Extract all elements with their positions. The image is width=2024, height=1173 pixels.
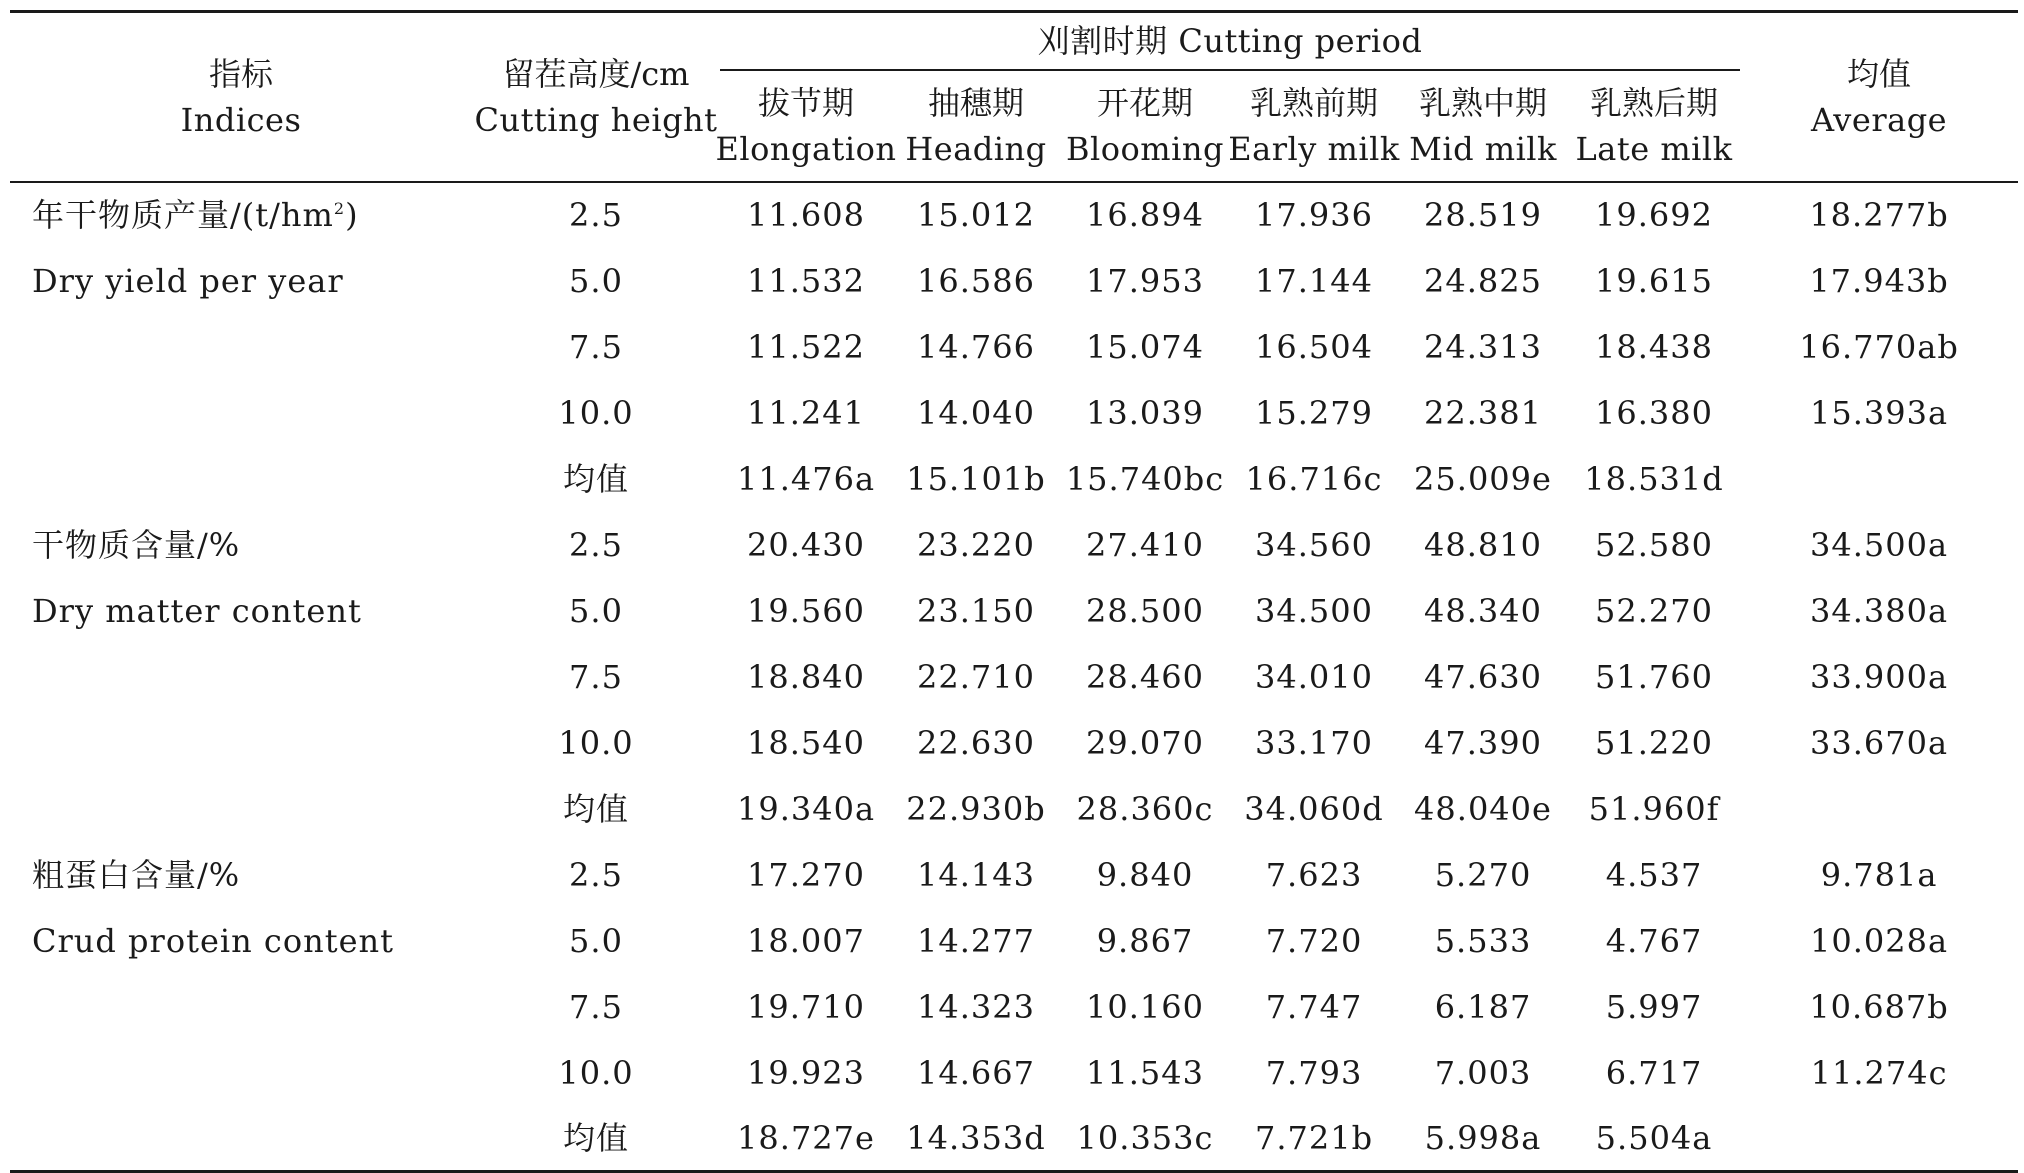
header-period-en: Heading — [905, 129, 1047, 168]
table-row — [10, 974, 2018, 1040]
average-cell: 10.028a — [1810, 921, 1949, 960]
average-cell: 15.393a — [1810, 393, 1949, 432]
header-period-6 — [1568, 70, 1740, 182]
value-cell-period-3: 10.353c — [1060, 1106, 1230, 1172]
header-indices-en: Indices — [180, 100, 302, 139]
value-cell-period-4: 7.721b — [1230, 1106, 1398, 1172]
value-cell-period-5: 7.003 — [1434, 1053, 1532, 1092]
header-average — [1740, 12, 2018, 182]
average-cell: 18.277b — [1809, 196, 1949, 234]
value-cell-period-4: 16.716c — [1245, 459, 1383, 498]
cutting-height-cell: 5.0 — [569, 591, 623, 630]
value-cell-period-1: 20.430 — [747, 525, 865, 564]
value-cell-period-6: 51.960f — [1588, 789, 1720, 828]
header-cutting-period — [720, 12, 1740, 70]
value-cell-period-4: 34.010 — [1255, 657, 1373, 696]
average-cell — [1740, 1106, 2018, 1172]
value-cell-period-5: 5.270 — [1434, 855, 1532, 894]
cutting-height-cell: 10.0 — [558, 1053, 634, 1092]
header-period-en: Late milk — [1575, 129, 1733, 168]
value-cell-period-6: 5.504a — [1568, 1106, 1740, 1172]
value-cell-period-2: 22.630 — [917, 723, 1035, 762]
value-cell-period-6: 5.997 — [1605, 987, 1703, 1026]
value-cell-period-3: 27.410 — [1086, 525, 1204, 564]
header-average-en: Average — [1810, 100, 1948, 139]
header-period-cn: 乳熟后期 — [1590, 83, 1719, 122]
average-cell: 9.781a — [1820, 855, 1938, 894]
value-cell-period-2: 15.101b — [906, 459, 1046, 498]
value-cell-period-6: 19.615 — [1595, 261, 1713, 300]
header-period-5 — [1398, 70, 1568, 182]
value-cell-period-5: 25.009e — [1414, 459, 1552, 498]
value-cell-period-6: 16.380 — [1595, 393, 1713, 432]
indicator-label-cn — [10, 512, 472, 578]
table-header — [10, 12, 2018, 182]
value-cell-period-5: 48.340 — [1424, 591, 1542, 630]
indicator-empty — [10, 644, 472, 710]
value-cell-period-6: 4.537 — [1605, 855, 1703, 894]
value-cell-period-4: 17.936 — [1255, 196, 1373, 234]
header-average-cn: 均值 — [1847, 54, 1912, 93]
average-cell: 11.274c — [1810, 1053, 1948, 1092]
value-cell-period-2: 23.220 — [917, 525, 1035, 564]
value-cell-period-1: 11.532 — [747, 261, 865, 300]
header-period-3 — [1060, 70, 1230, 182]
value-cell-period-1: 18.007 — [747, 921, 865, 960]
table-row — [10, 248, 2018, 314]
indicator-cn-text: 粗蛋白含量/% — [32, 855, 241, 894]
value-cell-period-1: 19.923 — [747, 1053, 865, 1092]
value-cell-period-4: 34.060d — [1244, 789, 1384, 828]
value-cell-period-2: 22.930b — [906, 789, 1046, 828]
cutting-table — [10, 10, 2018, 1173]
value-cell-period-5: 24.825 — [1424, 261, 1542, 300]
value-cell-period-3: 28.460 — [1086, 657, 1204, 696]
indicator-label-cn — [10, 182, 472, 248]
value-cell-period-2: 14.277 — [917, 921, 1035, 960]
cutting-height-cell: 10.0 — [558, 723, 634, 762]
header-period-4 — [1230, 70, 1398, 182]
average-cell: 34.500a — [1810, 525, 1949, 564]
value-cell-period-1: 17.270 — [747, 855, 865, 894]
average-cell: 33.670a — [1810, 723, 1949, 762]
cutting-height-cell: 2.5 — [569, 525, 623, 564]
header-indices — [10, 12, 472, 182]
indicator-label-en: Dry yield per year — [32, 261, 344, 300]
table-body — [10, 182, 2018, 1172]
indicator-empty — [10, 974, 472, 1040]
value-cell-period-3: 28.360c — [1076, 789, 1214, 828]
value-cell-period-4: 33.170 — [1255, 723, 1373, 762]
value-cell-period-5: 24.313 — [1424, 327, 1542, 366]
value-cell-period-5: 48.810 — [1424, 525, 1542, 564]
value-cell-period-6: 6.717 — [1605, 1053, 1703, 1092]
average-cell — [1740, 776, 2018, 842]
header-period-en: Early milk — [1228, 129, 1400, 168]
value-cell-period-4: 34.560 — [1255, 525, 1373, 564]
cutting-height-cell: 7.5 — [569, 657, 623, 696]
cutting-height-cell: 7.5 — [569, 987, 623, 1026]
cutting-height-cell: 均值 — [562, 789, 629, 828]
table-row — [10, 1106, 2018, 1172]
value-cell-period-3: 13.039 — [1086, 393, 1204, 432]
header-period-1 — [715, 70, 897, 182]
indicator-empty — [10, 1040, 472, 1106]
value-cell-period-5: 5.533 — [1434, 921, 1532, 960]
value-cell-period-1: 11.476a — [736, 459, 876, 498]
indicator-empty — [10, 710, 472, 776]
table-row — [10, 1040, 2018, 1106]
header-period-en: Elongation — [715, 129, 897, 168]
indicator-label-en: Crud protein content — [32, 921, 394, 960]
value-cell-period-2: 16.586 — [917, 261, 1035, 300]
value-cell-period-6: 52.270 — [1595, 591, 1713, 630]
value-cell-period-5: 22.381 — [1424, 393, 1542, 432]
header-period-en: Blooming — [1066, 129, 1224, 168]
value-cell-period-3: 11.543 — [1086, 1053, 1204, 1092]
cutting-height-cell: 均值 — [472, 1106, 720, 1172]
cutting-height-cell: 2.5 — [569, 855, 623, 894]
header-cutting-height — [472, 12, 720, 182]
header-indices-cn: 指标 — [208, 54, 273, 93]
indicator-cn-superscript: 2 — [333, 199, 346, 218]
value-cell-period-3: 28.500 — [1086, 591, 1204, 630]
indicator-empty — [10, 314, 472, 380]
table-row — [10, 446, 2018, 512]
value-cell-period-1: 11.608 — [747, 196, 865, 234]
table-row — [10, 380, 2018, 446]
value-cell-period-5: 47.390 — [1424, 723, 1542, 762]
indicator-empty — [10, 1106, 472, 1172]
header-period-cn: 抽穗期 — [927, 83, 1024, 122]
cutting-height-cell: 5.0 — [569, 261, 623, 300]
value-cell-period-4: 7.720 — [1265, 921, 1363, 960]
value-cell-period-4: 16.504 — [1255, 327, 1373, 366]
value-cell-period-1: 11.522 — [747, 327, 865, 366]
header-period-title: 刈割时期 Cutting period — [1037, 21, 1423, 60]
value-cell-period-6: 18.531d — [1584, 459, 1724, 498]
cutting-height-cell: 2.5 — [569, 196, 623, 234]
value-cell-period-2: 14.667 — [917, 1053, 1035, 1092]
value-cell-period-6: 52.580 — [1595, 525, 1713, 564]
indicator-empty — [10, 446, 472, 512]
value-cell-period-1: 18.540 — [747, 723, 865, 762]
table-row — [10, 512, 2018, 578]
cutting-height-cell: 10.0 — [558, 393, 634, 432]
value-cell-period-2: 14.040 — [917, 393, 1035, 432]
value-cell-period-3: 10.160 — [1086, 987, 1204, 1026]
header-height-cn: 留茬高度/cm — [502, 54, 690, 93]
value-cell-period-6: 51.760 — [1595, 657, 1713, 696]
header-period-cn: 拔节期 — [757, 83, 854, 122]
header-period-cn: 乳熟中期 — [1418, 83, 1547, 122]
table-row — [10, 314, 2018, 380]
value-cell-period-6: 19.692 — [1595, 196, 1713, 234]
header-period-cn: 乳熟前期 — [1249, 83, 1378, 122]
table-row — [10, 908, 2018, 974]
average-cell: 10.687b — [1809, 987, 1949, 1026]
indicator-cn-suffix: ) — [345, 196, 359, 234]
value-cell-period-3: 29.070 — [1086, 723, 1204, 762]
header-period-en: Mid milk — [1409, 129, 1557, 168]
value-cell-period-5: 6.187 — [1434, 987, 1532, 1026]
table-row — [10, 710, 2018, 776]
value-cell-period-6: 51.220 — [1595, 723, 1713, 762]
average-cell — [1740, 446, 2018, 512]
value-cell-period-1: 19.340a — [736, 789, 876, 828]
value-cell-period-2: 14.766 — [917, 327, 1035, 366]
value-cell-period-4: 34.500 — [1255, 591, 1373, 630]
cutting-height-cell: 5.0 — [569, 921, 623, 960]
value-cell-period-4: 7.623 — [1265, 855, 1363, 894]
value-cell-period-3: 15.740bc — [1065, 459, 1225, 498]
average-cell: 17.943b — [1809, 261, 1949, 300]
value-cell-period-2: 14.353d — [892, 1106, 1060, 1172]
value-cell-period-4: 15.279 — [1255, 393, 1373, 432]
value-cell-period-1: 18.840 — [747, 657, 865, 696]
value-cell-period-2: 22.710 — [917, 657, 1035, 696]
value-cell-period-1: 19.560 — [747, 591, 865, 630]
value-cell-period-5: 5.998a — [1398, 1106, 1568, 1172]
table-row — [10, 578, 2018, 644]
value-cell-period-4: 7.747 — [1265, 987, 1363, 1026]
value-cell-period-3: 15.074 — [1086, 327, 1204, 366]
value-cell-period-2: 15.012 — [917, 196, 1035, 234]
indicator-empty — [10, 380, 472, 446]
value-cell-period-2: 14.143 — [917, 855, 1035, 894]
indicator-cn-text: 干物质含量/% — [32, 525, 241, 564]
average-cell: 33.900a — [1810, 657, 1949, 696]
indicator-label-en: Dry matter content — [32, 591, 362, 630]
value-cell-period-6: 18.438 — [1595, 327, 1713, 366]
value-cell-period-1: 19.710 — [747, 987, 865, 1026]
header-period-2 — [892, 70, 1060, 182]
average-cell: 16.770ab — [1799, 327, 1959, 366]
table-row — [10, 644, 2018, 710]
value-cell-period-6: 4.767 — [1605, 921, 1703, 960]
table-row — [10, 776, 2018, 842]
header-height-en: Cutting height — [474, 100, 718, 139]
header-period-cn: 开花期 — [1096, 83, 1193, 122]
value-cell-period-3: 17.953 — [1086, 261, 1204, 300]
value-cell-period-5: 48.040e — [1414, 789, 1552, 828]
value-cell-period-3: 9.867 — [1096, 921, 1194, 960]
cutting-height-cell: 7.5 — [569, 327, 623, 366]
value-cell-period-4: 7.793 — [1265, 1053, 1363, 1092]
indicator-label-cn — [10, 842, 472, 908]
indicator-empty — [10, 776, 472, 842]
value-cell-period-2: 23.150 — [917, 591, 1035, 630]
average-cell: 34.380a — [1810, 591, 1949, 630]
table-row — [10, 182, 2018, 248]
value-cell-period-4: 17.144 — [1255, 261, 1373, 300]
value-cell-period-5: 47.630 — [1424, 657, 1542, 696]
value-cell-period-2: 14.323 — [917, 987, 1035, 1026]
value-cell-period-3: 9.840 — [1096, 855, 1194, 894]
value-cell-period-5: 28.519 — [1424, 196, 1542, 234]
table-row — [10, 842, 2018, 908]
cutting-height-cell: 均值 — [562, 459, 629, 498]
value-cell-period-1: 18.727e — [720, 1106, 892, 1172]
value-cell-period-3: 16.894 — [1086, 196, 1204, 234]
indicator-cn-text: 年干物质产量/(t/hm — [32, 196, 334, 234]
value-cell-period-1: 11.241 — [747, 393, 865, 432]
